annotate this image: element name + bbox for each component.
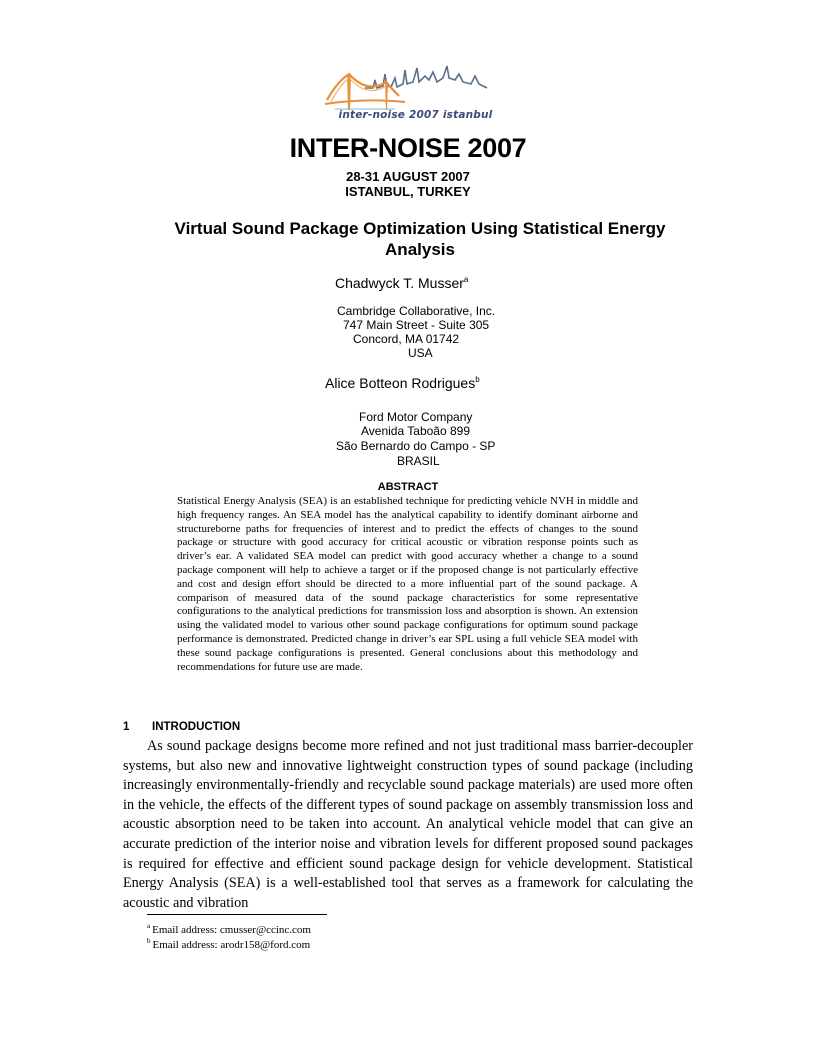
footnote-text: Email address: cmusser@ccinc.com — [152, 924, 311, 936]
section-body — [123, 737, 693, 913]
logo-caption: inter-noise 2007 istanbul — [338, 109, 493, 121]
bridge-skyline-graphic — [325, 60, 500, 112]
section-number: 1 — [123, 721, 130, 733]
author-1-affiliation-line: Cambridge Collaborative, Inc. — [337, 304, 496, 318]
footnote-mark: b — [147, 937, 151, 945]
author-1-affiliation-line: 747 Main Street - Suite 305 — [343, 318, 490, 332]
conference-dates: 28-31 AUGUST 2007 — [346, 169, 470, 184]
conference-location: ISTANBUL, TURKEY — [345, 184, 471, 199]
conference-logo — [325, 60, 500, 128]
author-1-affiliation-line: USA — [408, 346, 433, 360]
footnote-mark: a — [147, 922, 151, 930]
footnote — [147, 922, 311, 936]
author-2-affiliation-line: Avenida Taboão 899 — [361, 424, 470, 438]
author-name — [335, 275, 468, 291]
author-1-name: Chadwyck T. Musser — [335, 275, 464, 291]
footnote-rule — [147, 914, 327, 915]
abstract-text: Statistical Energy Analysis (SEA) is an established technique for predicting vehicle NVH in middle and high frequency ranges. An SEA model has the analytical capability to identify dominant airborne and structureborne paths for frequencies of interest and to predict the effects of changes to the sound package or structure with good accuracy for critical acoustic or vibration response points such as driver’s ear. A validated SEA model can predict with good accuracy whether a change to a sound package component will help to achieve a target or if the proposed change is not particularly effective and cost and design effort should be directed to a more influential part of the sound package. A comparison of measured data of the sound package characteristics for some representative configurations to the analytical predictions for transmission loss and absorption is shown. An extension using the validated model to various other sound package configurations for optimum sound package performance is demonstrated. Predicted change in driver’s ear SPL using a full vehicle SEA model with these sound package configurations is presented. General conclusions about this methodology and recommendations for future use are made. — [177, 495, 638, 673]
author-2-affiliation-line: Ford Motor Company — [359, 410, 473, 424]
author-name — [325, 375, 480, 391]
footnote-text: Email address: arodr158@ford.com — [152, 939, 311, 951]
introduction-paragraph: As sound package designs become more refined and not just traditional mass barrier-decoupler systems, but also new and innovative lightweight construction types of sound package (including increasingly environmentally-friendly and recyclable sound package materials) are used more often in the vehicle, the effects of the different types of sound package on assembly transmission loss and acoustic absorption need to be taken into account. An analytical vehicle model that can give an accurate prediction of the interior noise and vibration levels for different proposed sound packages is required for effective and efficient sound package design for vehicle development. Statistical Energy Analysis (SEA) is a well-established tool that serves as a framework for calculating the acoustic and vibration — [123, 738, 693, 911]
author-2-affiliation-line: São Bernardo do Campo - SP — [336, 439, 496, 453]
author-2-name: Alice Botteon Rodrigues — [325, 375, 476, 391]
footnote — [147, 937, 310, 951]
section-heading — [123, 721, 240, 733]
conference-title: INTER-NOISE 2007 — [289, 133, 527, 163]
abstract-heading: ABSTRACT — [377, 481, 439, 493]
section-title: INTRODUCTION — [152, 721, 241, 733]
author-1-affiliation-line: Concord, MA 01742 — [353, 332, 460, 346]
author-2-mark: b — [475, 375, 480, 384]
bridge-deck — [325, 100, 405, 104]
paper-title: Virtual Sound Package Optimization Using Statistical Energy Analysis — [174, 219, 666, 259]
author-2-affiliation-line: BRASIL — [397, 454, 440, 468]
author-1-mark: a — [463, 275, 469, 284]
